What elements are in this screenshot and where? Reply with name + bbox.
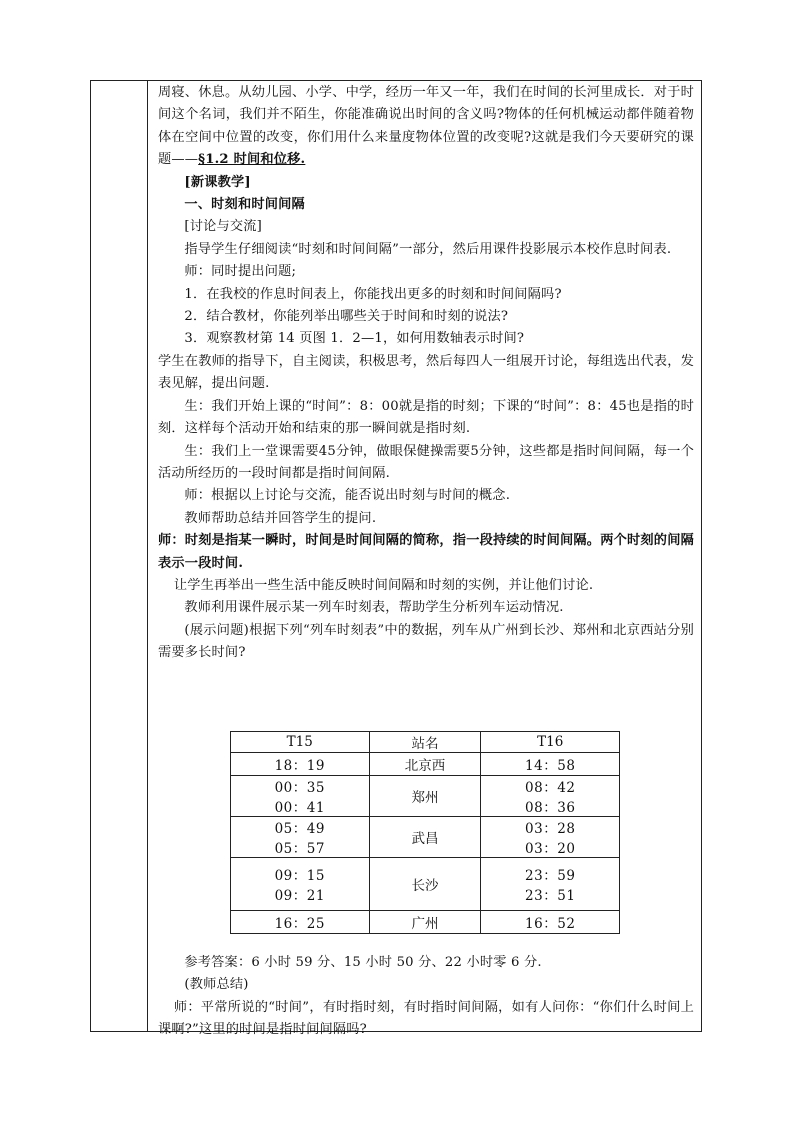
- closing-paragraph: 师：平常所说的“时间”，有时指时刻，有时指时间间隔，如有人问你：“你们什么时间上课啊?”这里的时间是指时间间隔吗?: [158, 999, 694, 1038]
- t15-time: 16：25: [231, 911, 370, 934]
- t15-time: 09：21: [231, 884, 370, 911]
- station-name: 郑州: [369, 776, 481, 817]
- t16-time: 23：59: [481, 858, 620, 885]
- column-divider: [147, 81, 148, 1031]
- lesson-closing: [158, 952, 694, 1042]
- problem-statement: (展示问题)根据下列“列车时刻表”中的数据，列车从广州到长沙、郑州和北京西站分别需要多长时间?: [158, 622, 694, 661]
- question-item: 3．观察教材第 14 页图 1．2—1，如何用数轴表示时间?: [184, 331, 525, 347]
- timetable-row: [231, 858, 620, 885]
- timetable-row: [231, 911, 620, 934]
- lesson-topic: §1.2 时间和位移.: [198, 152, 306, 168]
- t16-time: 03：28: [481, 817, 620, 838]
- header-t15: T15: [231, 732, 370, 753]
- intro-text: 周寝、休息。从幼儿园、小学、中学，经历一年又一年，我们在时间的长河里成长．对于时间这个名词，我们并不陌生，你能准确说出时间的含义吗?物体的任何机械运动都伴随着物体在空间中位置的改变，你们用什么来量度物体位置的改变呢?这就是我们今天要研究的课题——: [158, 85, 694, 168]
- paragraph: 教师帮助总结并回答学生的提问.: [184, 510, 377, 526]
- t15-time: 00：35: [231, 776, 370, 797]
- t16-time: 08：42: [481, 776, 620, 797]
- student-answer: 生：我们上一堂课需要45分钟，做眼保健操需要5分钟，这些都是指时间间隔，每一个活动所经历的一段时间都是指时间间隔.: [158, 443, 694, 481]
- intro-paragraph: [158, 82, 694, 172]
- t15-time: 05：57: [231, 837, 370, 858]
- station-name: 长沙: [369, 858, 481, 911]
- train-timetable: [230, 731, 620, 934]
- t16-time: 08：36: [481, 796, 620, 817]
- paragraph: 让学生再举出一些生活中能反映时间间隔和时刻的实例，并让他们讨论.: [173, 577, 594, 593]
- teacher-summary-label: (教师总结): [184, 977, 249, 993]
- reference-answer: 参考答案：6 小时 59 分、15 小时 50 分、22 小时零 6 分.: [184, 955, 542, 970]
- question-item: 2．结合教材，你能列举出哪些关于时间和时刻的说法?: [184, 309, 509, 325]
- teacher-line: 师：根据以上讨论与交流，能否说出时刻与时间的概念.: [184, 488, 511, 504]
- paragraph: 师：同时提出问题;: [184, 264, 297, 280]
- t16-time: 03：20: [481, 837, 620, 858]
- subsection-heading: 一、时刻和时间间隔: [184, 197, 305, 213]
- paragraph: 指导学生仔细阅读“时刻和时间间隔”一部分，然后用课件投影展示本校作息时间表.: [184, 241, 672, 257]
- timetable-header-row: [231, 732, 620, 753]
- station-name: 北京西: [369, 753, 481, 776]
- t16-time: 14：58: [481, 753, 620, 776]
- timetable-row: [231, 753, 620, 776]
- timetable-row: [231, 817, 620, 838]
- lesson-content: [158, 82, 694, 665]
- t15-time: 18：19: [231, 753, 370, 776]
- discussion-label: [讨论与交流]: [184, 219, 263, 235]
- section-heading-new-lesson: [新课教学]: [184, 174, 251, 190]
- timetable-row: [231, 776, 620, 797]
- paragraph: 教师利用课件展示某一列车时刻表，帮助学生分析列车运动情况.: [184, 600, 564, 616]
- header-t16: T16: [481, 732, 620, 753]
- t16-time: 16：52: [481, 911, 620, 934]
- t15-time: 00：41: [231, 796, 370, 817]
- definition-paragraph: 师：时刻是指某一瞬时，时间是时间间隔的简称，指一段持续的时间间隔。两个时刻的间隔表示一段时间.: [158, 533, 694, 571]
- question-item: 1．在我校的作息时间表上，你能找出更多的时刻和时间间隔吗?: [184, 286, 562, 302]
- header-station: 站名: [369, 732, 481, 753]
- paragraph: 学生在教师的指导下，自主阅读，积极思考，然后每四人一组展开讨论，每组选出代表，发表见解，提出问题.: [158, 353, 694, 392]
- t15-time: 09：15: [231, 858, 370, 885]
- station-name: 武昌: [369, 817, 481, 858]
- station-name: 广州: [369, 911, 481, 934]
- t15-time: 05：49: [231, 817, 370, 838]
- t16-time: 23：51: [481, 884, 620, 911]
- student-answer: 生：我们开始上课的“时间”：8：00就是指的时刻；下课的“时间”：8：45也是指的时刻．这样每个活动开始和结束的那一瞬间就是指时刻.: [158, 398, 694, 437]
